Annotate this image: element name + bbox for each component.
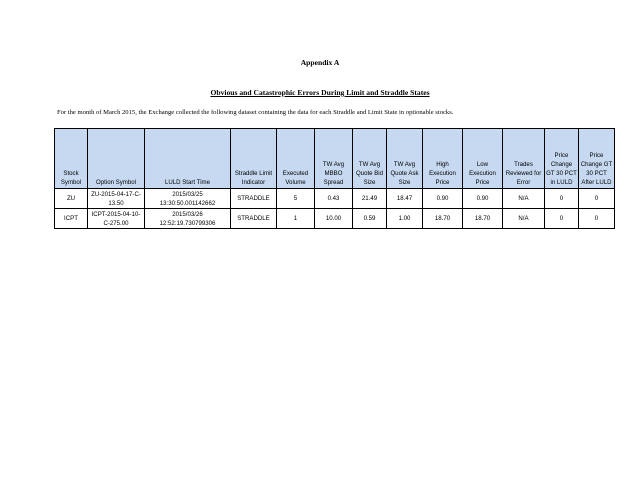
cell-tw-avg-quote-bid-size: 21.49 bbox=[353, 189, 387, 209]
cell-stock-symbol: ZU bbox=[55, 189, 88, 209]
cell-high-execution-price: 0.90 bbox=[423, 189, 463, 209]
header-straddle-limit-indicator: Straddle Limit Indicator bbox=[231, 129, 277, 189]
data-table bbox=[54, 128, 615, 229]
table-header-row bbox=[55, 129, 615, 189]
cell-tw-avg-quote-ask-size: 18.47 bbox=[387, 189, 423, 209]
header-tw-avg-quote-bid-size: TW Avg Quote Bid Size bbox=[353, 129, 387, 189]
header-option-symbol: Option Symbol bbox=[88, 129, 145, 189]
cell-straddle-limit-indicator: STRADDLE bbox=[231, 189, 277, 209]
cell-tw-avg-quote-ask-size: 1.00 bbox=[387, 209, 423, 229]
cell-price-change-after-luld: 0 bbox=[579, 189, 615, 209]
cell-price-change-in-luld: 0 bbox=[545, 189, 579, 209]
cell-luld-start-time: 2015/03/25 13:30:50.001142662 bbox=[145, 189, 231, 209]
cell-executed-volume: 5 bbox=[277, 189, 315, 209]
section-title: Obvious and Catastrophic Errors During Limit and Straddle States bbox=[210, 88, 430, 97]
header-executed-volume: Executed Volume bbox=[277, 129, 315, 189]
cell-price-change-in-luld: 0 bbox=[545, 209, 579, 229]
header-luld-start-time: LULD Start Time bbox=[145, 129, 231, 189]
table-row bbox=[55, 209, 615, 229]
cell-executed-volume: 1 bbox=[277, 209, 315, 229]
cell-option-symbol: ICPT-2015-04-10-C-275.00 bbox=[88, 209, 145, 229]
header-stock-symbol: Stock Symbol bbox=[55, 129, 88, 189]
table-row bbox=[55, 189, 615, 209]
cell-trades-reviewed: N/A bbox=[503, 209, 545, 229]
cell-low-execution-price: 18.70 bbox=[463, 209, 503, 229]
header-tw-avg-quote-ask-size: TW Avg Quote Ask Size bbox=[387, 129, 423, 189]
cell-straddle-limit-indicator: STRADDLE bbox=[231, 209, 277, 229]
header-trades-reviewed: Trades Reviewed for Error bbox=[503, 129, 545, 189]
header-price-change-in-luld: Price Change GT 30 PCT in LULD bbox=[545, 129, 579, 189]
header-tw-avg-mbbo-spread: TW Avg MBBO Spread bbox=[315, 129, 353, 189]
cell-luld-start-time: 2015/03/26 12:52:19.730799306 bbox=[145, 209, 231, 229]
cell-tw-avg-mbbo-spread: 0.43 bbox=[315, 189, 353, 209]
header-price-change-after-luld: Price Change GT 30 PCT After LULD bbox=[579, 129, 615, 189]
cell-price-change-after-luld: 0 bbox=[579, 209, 615, 229]
intro-paragraph: For the month of March 2015, the Exchange collected the following dataset containing the data for each Straddle and Limit State in optionable stocks. bbox=[57, 109, 454, 116]
cell-option-symbol: ZU-2015-04-17-C-13.50 bbox=[88, 189, 145, 209]
cell-tw-avg-mbbo-spread: 10.00 bbox=[315, 209, 353, 229]
cell-trades-reviewed: N/A bbox=[503, 189, 545, 209]
appendix-title: Appendix A bbox=[300, 58, 340, 67]
header-high-execution-price: High Execution Price bbox=[423, 129, 463, 189]
cell-stock-symbol: ICPT bbox=[55, 209, 88, 229]
cell-low-execution-price: 0.90 bbox=[463, 189, 503, 209]
cell-tw-avg-quote-bid-size: 0.59 bbox=[353, 209, 387, 229]
header-low-execution-price: Low Execution Price bbox=[463, 129, 503, 189]
cell-high-execution-price: 18.70 bbox=[423, 209, 463, 229]
